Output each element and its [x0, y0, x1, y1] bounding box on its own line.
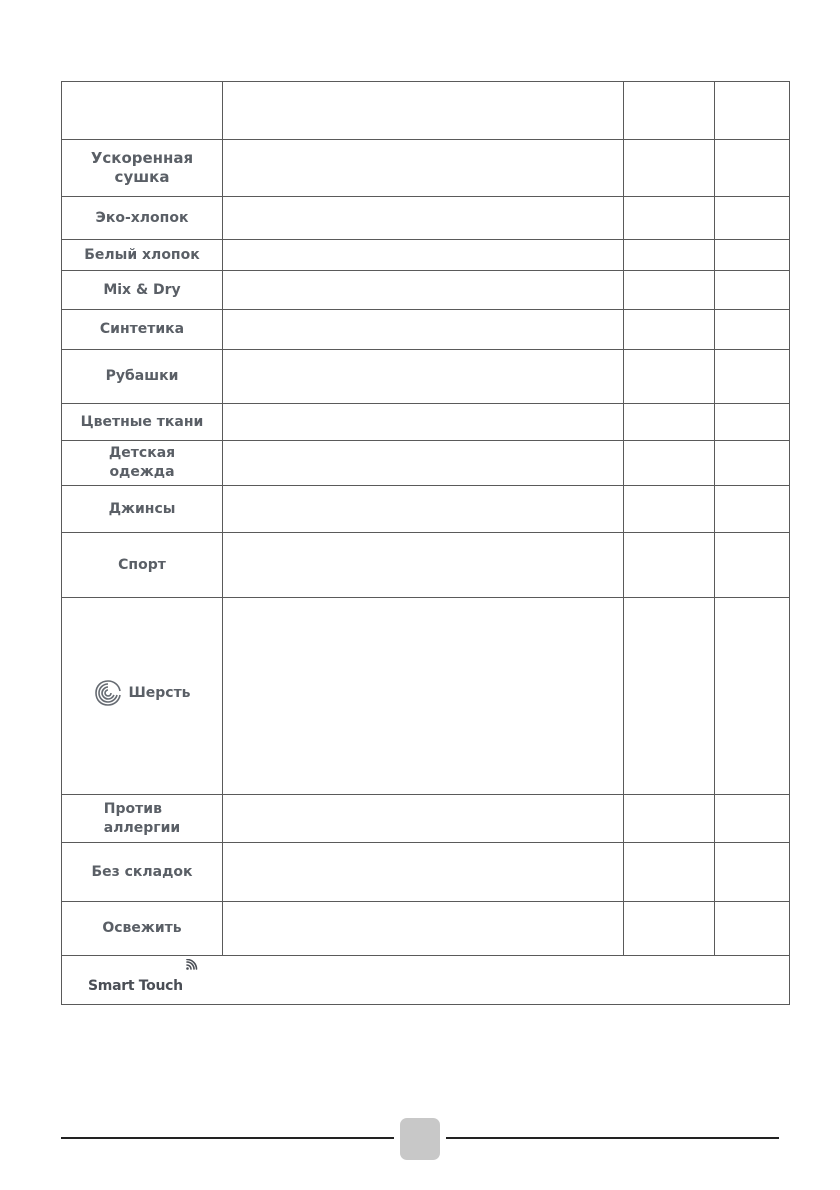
smart-touch-label: Smart Touch — [88, 978, 183, 994]
page-number-badge — [400, 1118, 440, 1160]
program-name-baby-line1: Детская — [108, 445, 176, 461]
program-name-wool-cell — [62, 598, 223, 795]
program-name-eco-cotton: Эко-хлопок — [62, 197, 223, 240]
footer-rule-right — [446, 1137, 779, 1139]
smart-touch-logo — [88, 966, 202, 994]
header-cell-desc — [223, 82, 624, 140]
program-row — [62, 197, 790, 240]
header-row — [62, 82, 790, 140]
program-row — [62, 843, 790, 902]
program-name-wool: Шерсть — [128, 684, 191, 701]
woolmark-icon — [93, 678, 123, 708]
program-name-baby — [62, 441, 223, 486]
smart-touch-cell — [62, 956, 790, 1005]
program-name-allergy — [62, 795, 223, 843]
program-name-colored: Цветные ткани — [62, 404, 223, 441]
program-row — [62, 140, 790, 197]
header-cell-a — [624, 82, 715, 140]
program-row — [62, 902, 790, 956]
program-name-allergy-line2: аллергии — [103, 819, 181, 836]
program-name-baby-line2: одежда — [109, 464, 175, 480]
program-row — [62, 310, 790, 350]
smart-touch-row — [62, 956, 790, 1005]
program-row — [62, 240, 790, 271]
program-name-white-cotton: Белый хлопок — [62, 240, 223, 271]
nfc-signal-icon — [184, 959, 202, 977]
header-cell-name — [62, 82, 223, 140]
header-cell-b — [715, 82, 790, 140]
program-name-quick-dry: Ускоренная сушка — [62, 140, 223, 197]
program-row — [62, 795, 790, 843]
program-row — [62, 350, 790, 404]
program-name-shirts: Рубашки — [62, 350, 223, 404]
program-row — [62, 404, 790, 441]
program-row — [62, 271, 790, 310]
program-name-synthetics: Синтетика — [62, 310, 223, 350]
program-name-mix-dry: Mix & Dry — [62, 271, 223, 310]
program-row — [62, 441, 790, 486]
program-name-sport: Спорт — [62, 533, 223, 598]
program-name-allergy-line1: Против — [103, 800, 162, 817]
program-row — [62, 598, 790, 795]
program-row — [62, 533, 790, 598]
program-table — [61, 81, 790, 1005]
program-name-jeans: Джинсы — [62, 486, 223, 533]
footer-rule-left — [61, 1137, 394, 1139]
program-row — [62, 486, 790, 533]
program-name-refresh: Освежить — [62, 902, 223, 956]
program-name-no-wrinkles: Без складок — [62, 843, 223, 902]
